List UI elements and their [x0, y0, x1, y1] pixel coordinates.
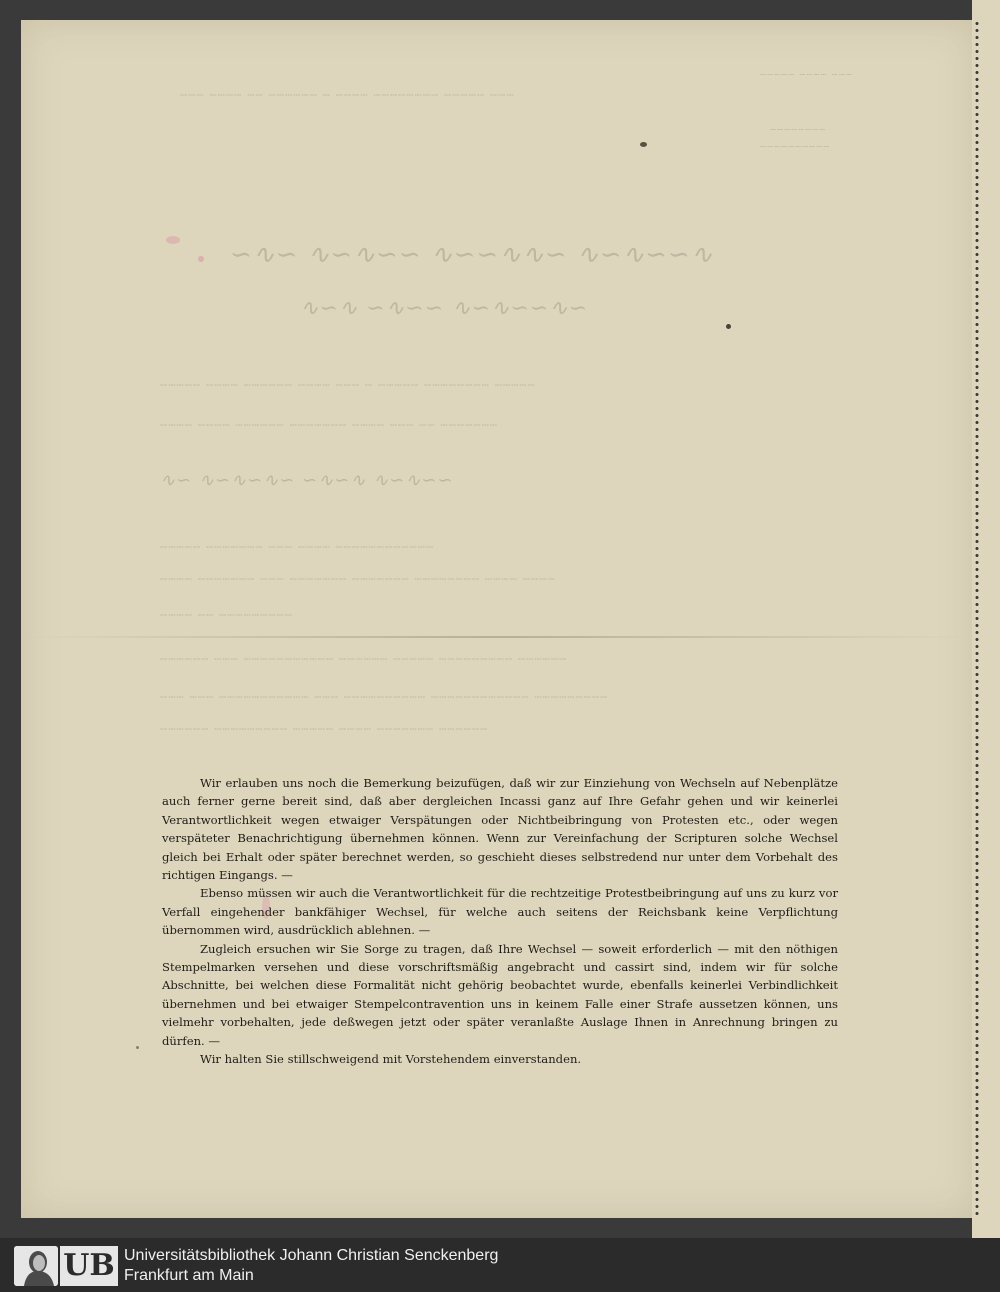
paper-speck — [640, 142, 647, 147]
letter-body — [162, 774, 838, 1069]
paper-stain — [198, 256, 204, 262]
library-location: Frankfurt am Main — [124, 1267, 254, 1284]
show-through-text: ┄┄┄┄┄┄┄┄┄┄ — [760, 142, 831, 153]
paper-speck — [726, 324, 731, 329]
show-through-text: ┄┄┄ ┄┄┄ ┄┄┄┄┄┄┄┄┄┄┄ ┄┄┄ ┄┄┄┄┄┄┄┄┄┄ ┄┄┄┄┄┄┄┄┄┄┄┄ ┄┄┄┄┄┄┄┄┄ — [160, 690, 609, 704]
library-footer — [0, 1238, 1000, 1292]
perforation-edge — [975, 20, 979, 1218]
show-through-text: ┄┄┄┄┄┄ ┄┄┄ ┄┄┄┄┄┄┄┄┄┄┄ ┄┄┄┄┄┄ ┄┄┄┄┄ ┄┄┄┄┄┄┄┄┄ ┄┄┄┄┄┄ — [160, 652, 568, 666]
show-through-text: ┄┄┄┄┄┄ ┄┄┄┄┄┄┄┄┄ ┄┄┄┄┄ ┄┄┄┄ ┄┄┄┄┄┄┄ ┄┄┄┄┄┄ — [160, 722, 489, 736]
senckenberg-portrait-logo — [14, 1246, 58, 1286]
show-through-text: ┄┄┄┄ ┄┄ ┄┄┄┄┄┄┄┄┄ — [160, 608, 293, 622]
letter-paragraph: Wir halten Sie stillschweigend mit Vorstehendem einverstanden. — [200, 1052, 582, 1067]
library-name: Universitätsbibliothek Johann Christian Senckenberg — [124, 1247, 499, 1264]
show-through-handwriting: ∽∿∽ ∿∽∿∽∽ ∿∽∽∿∿∽ ∿∽∿∽∽∿ — [230, 240, 714, 270]
show-through-text: ┄┄┄ ┄┄┄┄ ┄┄ ┄┄┄┄┄┄ ┄ ┄┄┄┄ ┄┄┄┄┄┄┄┄ ┄┄┄┄┄ ┄┄┄ — [180, 88, 515, 102]
show-through-handwriting: ∿∽ ∿∽∿∽∿∽ ∽∿∽∿ ∿∽∿∽∽ — [160, 470, 454, 491]
paper-speck — [136, 1046, 139, 1049]
letter-paragraph: Wir erlauben uns noch die Bemerkung beizufügen, daß wir zur Einziehung von Wechseln auf Nebenplätze auch ferner gerne bereit sind, daß aber dergleichen Incassi ganz auf Ihre Gefahr gehen und wir keinerlei Verantwortlichkeit wegen etwaiger Verspätungen oder Nichtbeibringung von Protesten etc., oder wegen verspäteter Benachrichtigung übernehmen können. Wenn zur Vereinfachung der Scripturen solche Wechsel gleich bei Erhalt oder später berechnet werden, so geschieht dieses selbstredend nur unter dem Vorbehalt des richtigen Eingangs. — — [162, 776, 838, 883]
letter-paragraph: Zugleich ersuchen wir Sie Sorge zu tragen, daß Ihre Wechsel — soweit erforderlich — mit den nöthigen Stempelmarken versehen und diese vorschriftsmäßig angebracht und cassirt sind, indem wir für solche Abschnitte, bei welchen diese Formalität nicht gehörig beobachtet wurde, ebenfalls keinerlei Verbindlichkeit übernehmen und bei etwaiger Stempelcontravention uns in keinem Falle einer Strafe aussetzen können, uns vielmehr vorbehalten, jede deßwegen jetzt oder später veranlaßte Auslage Ihnen in Anrechnung bringen zu dürfen. — — [162, 941, 838, 1048]
fold-line — [21, 636, 976, 638]
show-through-handwriting: ∿∽∿ ∽∿∽∽ ∿∽∿∽∽∿∽ — [300, 296, 589, 321]
show-through-text: ┄┄┄┄┄ ┄┄┄┄ ┄┄┄┄┄┄ ┄┄┄┄ ┄┄┄ ┄ ┄┄┄┄┄ ┄┄┄┄┄┄┄┄ ┄┄┄┄┄ — [160, 378, 536, 392]
show-through-text: ┄┄┄┄ ┄┄┄┄ ┄┄┄┄┄┄ ┄┄┄┄┄┄┄ ┄┄┄┄ ┄┄┄ ┄┄ ┄┄┄┄┄┄┄ — [160, 418, 499, 432]
show-through-text: ┄┄┄┄┄ ┄┄┄┄ ┄┄┄ — [760, 70, 853, 81]
show-through-text: ┄┄┄┄┄┄┄┄ — [770, 125, 827, 136]
letter-paragraph: Ebenso müssen wir auch die Verantwortlichkeit für die rechtzeitige Protestbeibringung auf uns zu kurz vor Verfall eingehender bankfähiger Wechsel, für welche auch seitens der Reichsbank keine Verpflichtung übernommen wird, ausdrücklich ablehnen. — — [162, 886, 838, 938]
show-through-text: ┄┄┄┄ ┄┄┄┄┄┄┄ ┄┄┄ ┄┄┄┄┄┄┄ ┄┄┄┄┄┄┄ ┄┄┄┄┄┄┄┄ ┄┄┄┄ ┄┄┄┄ — [160, 572, 556, 586]
show-through-text: ┄┄┄┄┄ ┄┄┄┄┄┄┄ ┄┄┄ ┄┄┄┄ ┄┄┄┄┄┄┄┄┄┄┄┄ — [160, 540, 435, 554]
paper-stain — [166, 236, 180, 244]
ub-logo: UB — [60, 1246, 118, 1286]
